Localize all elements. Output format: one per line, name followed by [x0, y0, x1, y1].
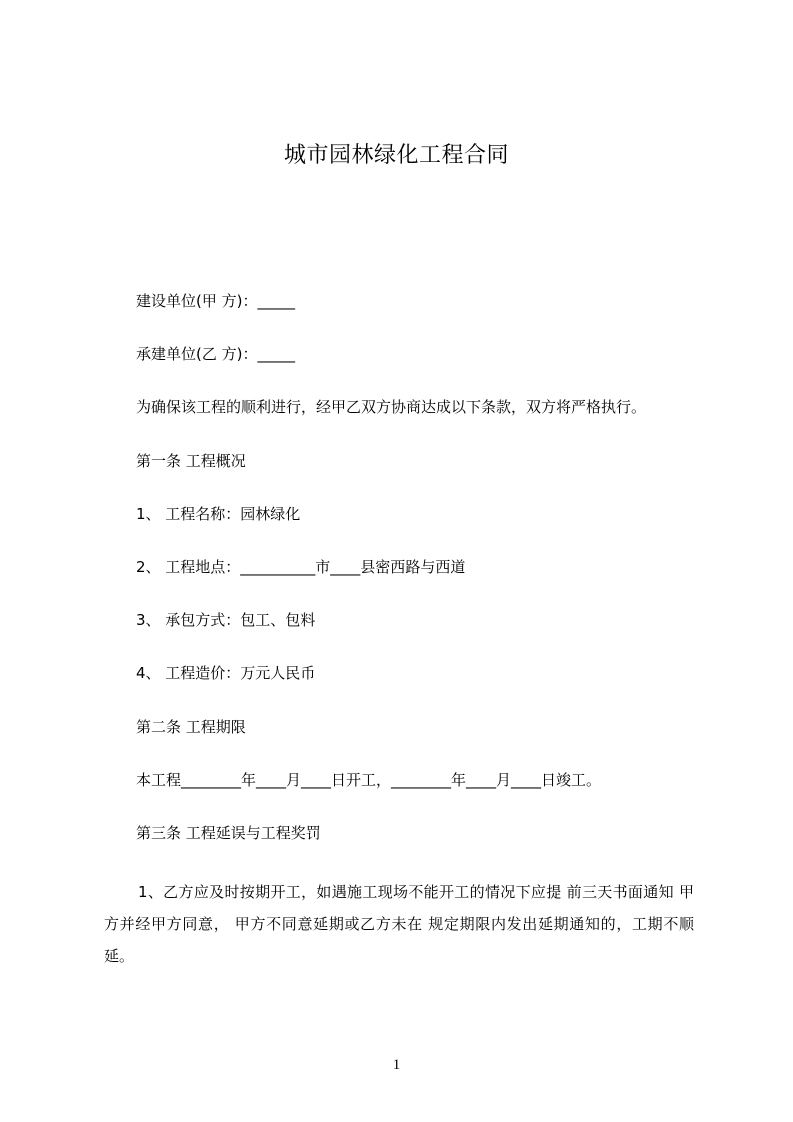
item-contract-mode: 3、 承包方式：包工、包料: [136, 611, 316, 629]
document-title: 城市园林绿化工程合同: [283, 143, 509, 168]
party-b-line: 承建单位(乙 方)：_____: [136, 345, 295, 363]
article-3-heading: 第三条 工程延误与工程奖罚: [136, 824, 321, 842]
party-a-line: 建设单位(甲 方)：_____: [136, 292, 295, 310]
item-project-location: 2、 工程地点：__________市____县密西路与西道: [136, 558, 466, 576]
schedule-line: 本工程________年____月____日开工，________年____月____日竣工。: [136, 771, 602, 789]
item-project-cost: 4、 工程造价：万元人民币: [136, 664, 316, 682]
clause-3-1-paragraph: 1、乙方应及时按期开工，如遇施工现场不能开工的情况下应提 前三天书面通知 甲方并经甲方同意， 甲方不同意延期或乙方未在 规定期限内发出延期通知的，工期不顺延。: [104, 883, 694, 965]
article-1-heading: 第一条 工程概况: [136, 452, 246, 470]
intro-paragraph: 为确保该工程的顺利进行，经甲乙双方协商达成以下条款，双方将严格执行。: [136, 398, 647, 416]
article-2-heading: 第二条 工程期限: [136, 718, 246, 736]
item-project-name: 1、 工程名称：园林绿化: [136, 505, 301, 523]
page-number: 1: [392, 1057, 401, 1073]
